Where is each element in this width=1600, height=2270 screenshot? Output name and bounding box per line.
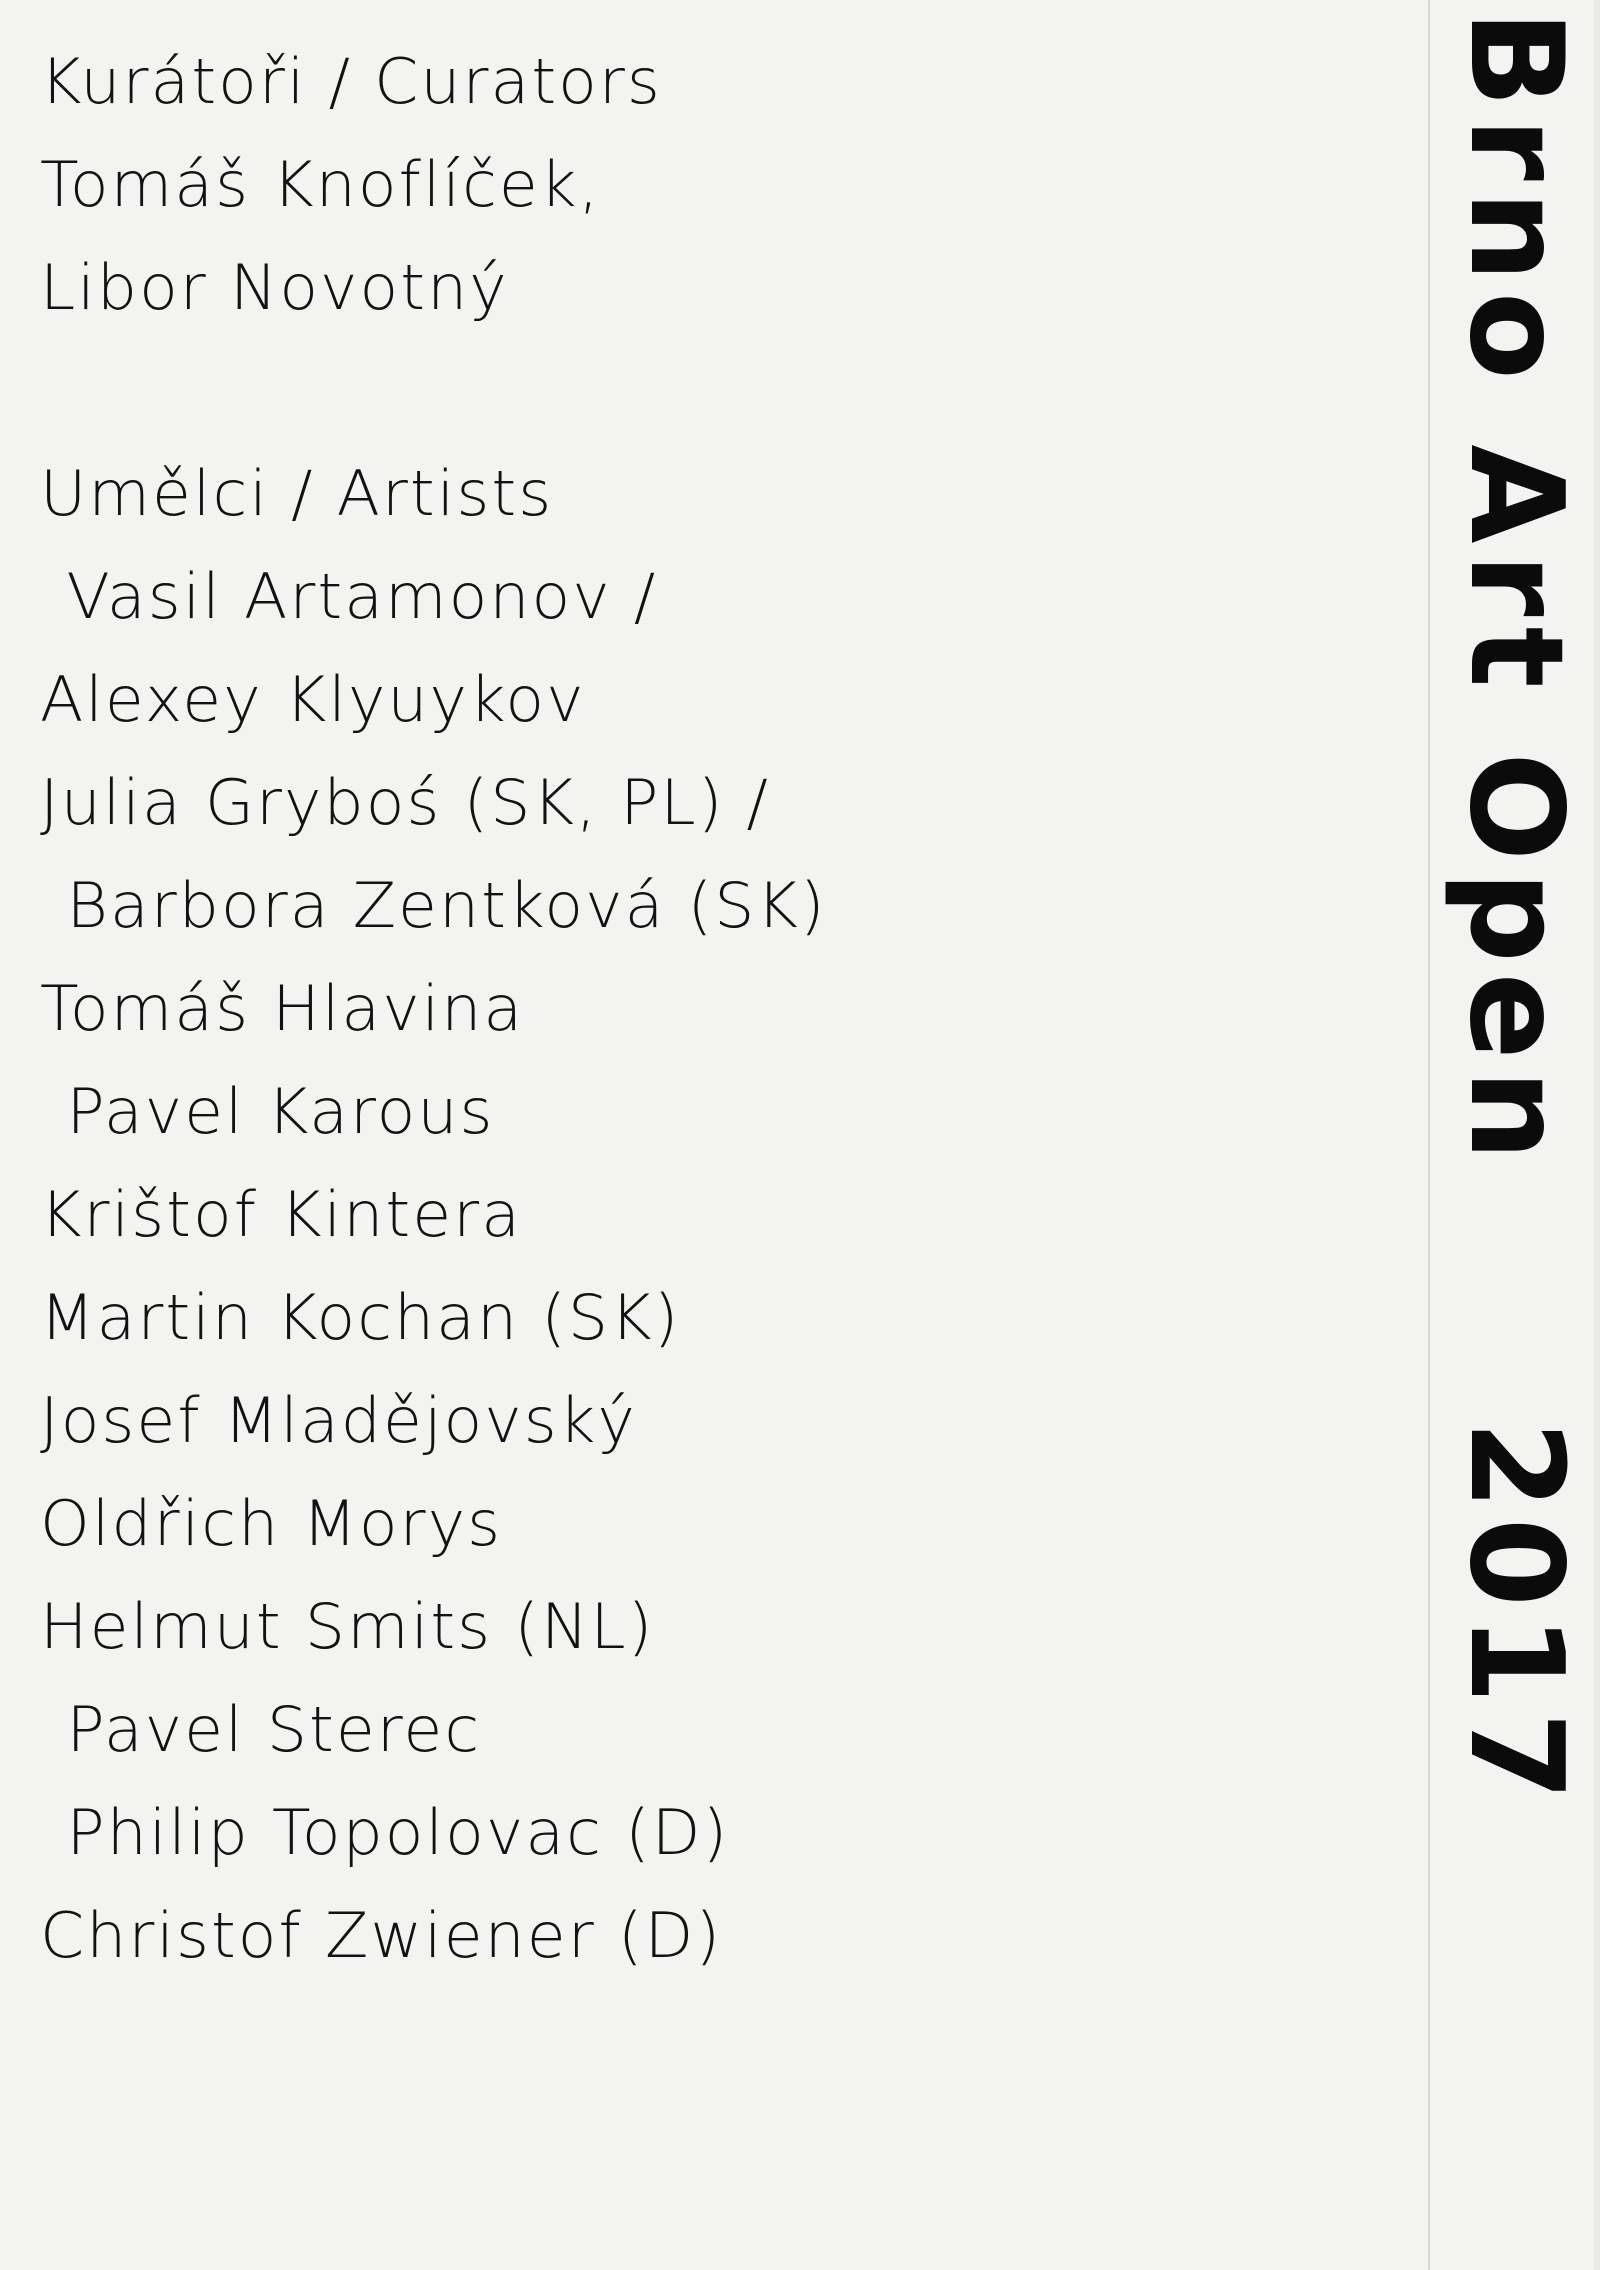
curator-name: Tomáš Knoflíček, (40, 148, 601, 221)
curators-heading: Kurátoři / Curators (40, 45, 662, 118)
artist-name: Vasil Artamonov / (66, 560, 658, 633)
vertical-title-column (1428, 0, 1600, 2270)
artist-name: Krištof Kintera (40, 1178, 523, 1251)
artist-name: Alexey Klyuykov (40, 663, 586, 736)
section-spacer (40, 339, 1428, 442)
page-edge (1594, 0, 1600, 2270)
artists-section (40, 442, 1428, 1987)
artist-name: Julia Gryboś (SK, PL) / (40, 766, 770, 839)
event-year: 2017 (1441, 1420, 1590, 1809)
artist-name: Christof Zwiener (D) (40, 1899, 723, 1972)
artist-name: Oldřich Morys (40, 1487, 503, 1560)
artist-name: Josef Mladějovský (40, 1384, 637, 1457)
artists-heading: Umělci / Artists (40, 457, 554, 530)
artist-name: Pavel Sterec (66, 1693, 482, 1766)
artist-name: Tomáš Hlavina (40, 972, 525, 1045)
vertical-title-wrapper (1430, 0, 1600, 2270)
artist-name: Pavel Karous (66, 1075, 495, 1148)
artist-name: Philip Topolovac (D) (66, 1796, 730, 1869)
curator-name: Libor Novotný (40, 251, 509, 324)
artist-name: Helmut Smits (NL) (40, 1590, 655, 1663)
curators-section (40, 30, 1428, 339)
event-title: Brno Art Open (1441, 10, 1590, 1171)
artist-name: Barbora Zentková (SK) (66, 869, 827, 942)
artist-name: Martin Kochan (SK) (40, 1281, 681, 1354)
